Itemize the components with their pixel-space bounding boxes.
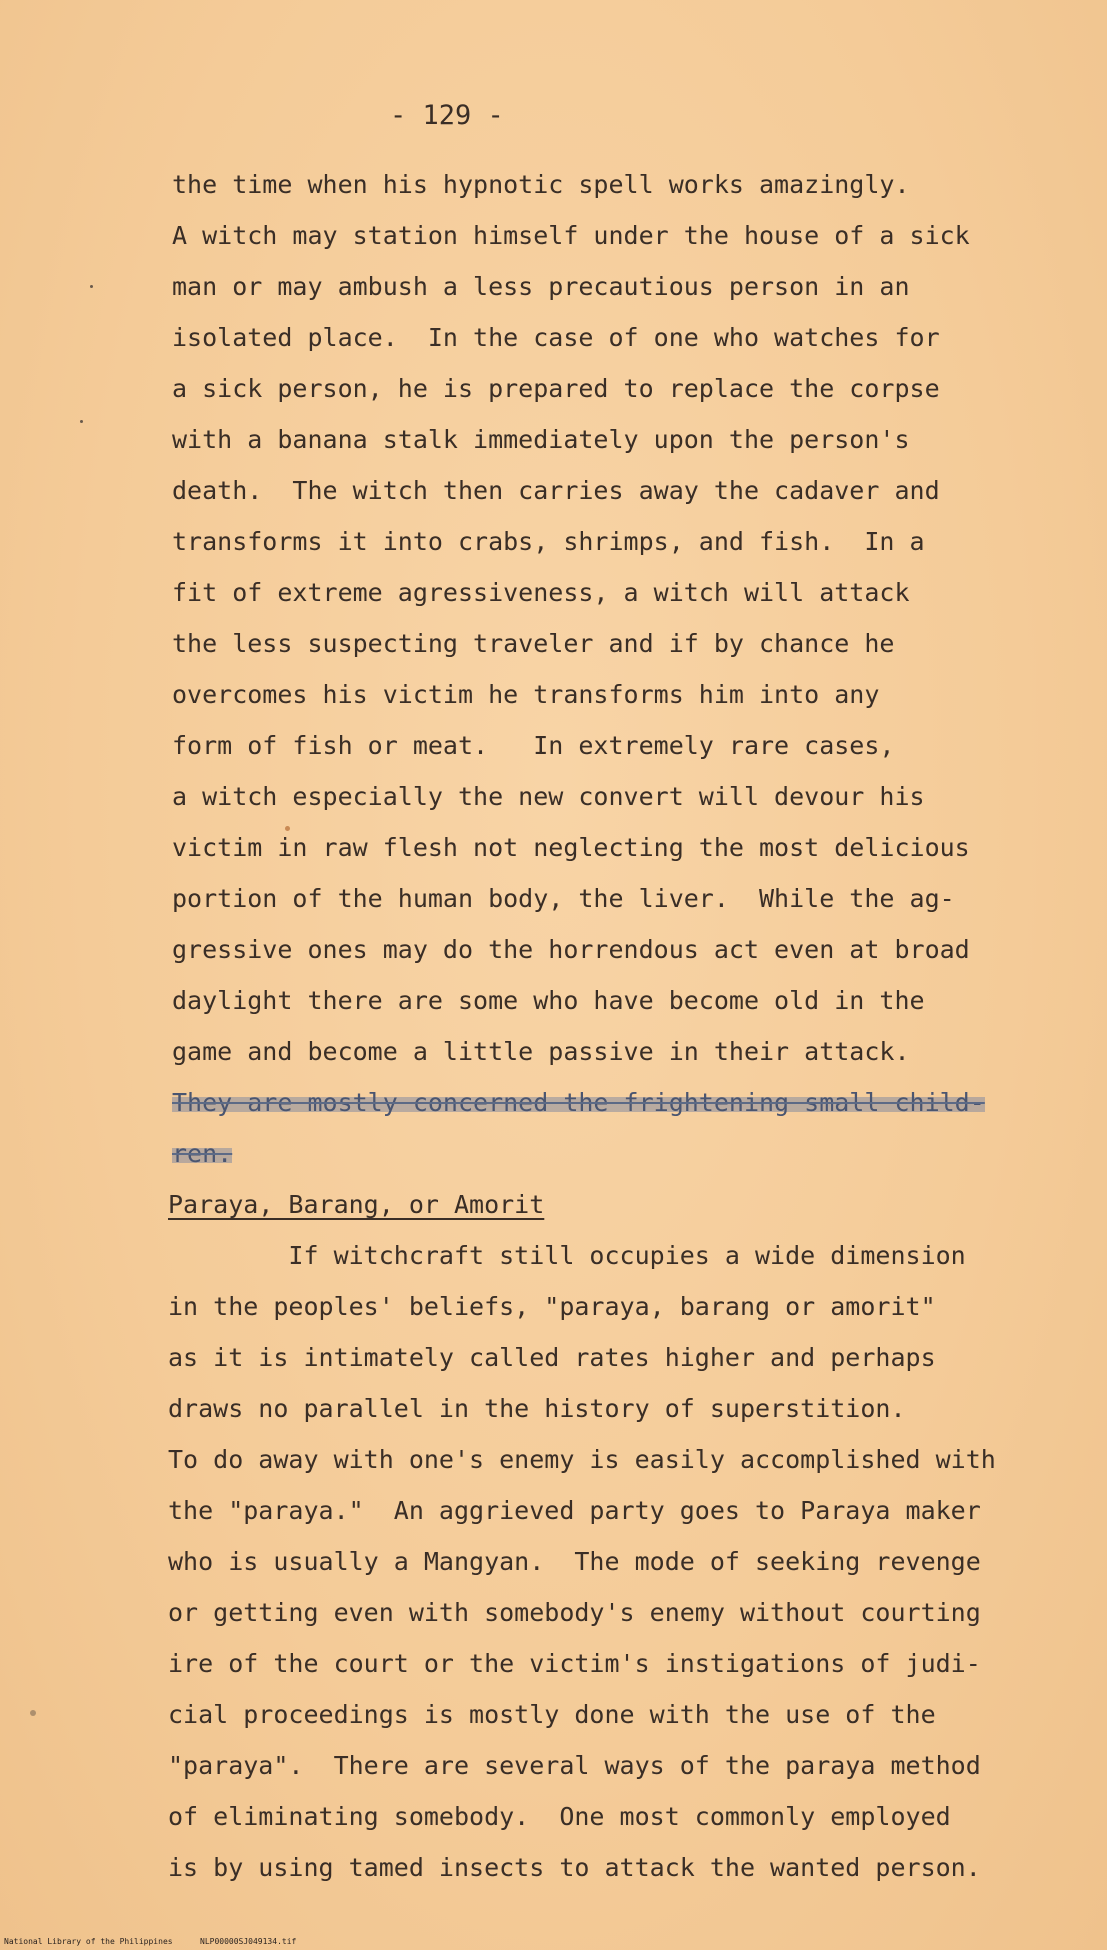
text-line: If witchcraft still occupies a wide dimension — [168, 1241, 966, 1270]
text-line: a witch especially the new convert will devour his — [172, 782, 925, 811]
text-line: To do away with one's enemy is easily accomplished with — [168, 1445, 996, 1474]
text-line: the "paraya." An aggrieved party goes to Paraya maker — [168, 1496, 981, 1525]
text-line: with a banana stalk immediately upon the person's — [172, 425, 910, 454]
paper-speck — [30, 1710, 36, 1716]
text-line: draws no parallel in the history of superstition. — [168, 1394, 906, 1423]
text-line: portion of the human body, the liver. While the ag- — [172, 884, 955, 913]
text-line: fit of extreme agressiveness, a witch will attack — [172, 578, 910, 607]
text-line: transforms it into crabs, shrimps, and fish. In a — [172, 527, 925, 556]
text-line: as it is intimately called rates higher and perhaps — [168, 1343, 936, 1372]
text-line: who is usually a Mangyan. The mode of seeking revenge — [168, 1547, 981, 1576]
text-line: the time when his hypnotic spell works amazingly. — [172, 170, 910, 199]
text-line: of eliminating somebody. One most commonly employed — [168, 1802, 951, 1831]
text-line: daylight there are some who have become old in the — [172, 986, 925, 1015]
text-line: ire of the court or the victim's instigations of judi- — [168, 1649, 981, 1678]
text-line: is by using tamed insects to attack the wanted person. — [168, 1853, 981, 1882]
text-line: victim in raw flesh not neglecting the most delicious — [172, 833, 970, 862]
text-line: the less suspecting traveler and if by chance he — [172, 629, 895, 658]
text-line: a sick person, he is prepared to replace the corpse — [172, 374, 940, 403]
text-line: gressive ones may do the horrendous act even at broad — [172, 935, 970, 964]
struck-line: They are mostly concerned the frightening small child- — [172, 1088, 985, 1117]
text-line: game and become a little passive in their attack. — [172, 1037, 910, 1066]
text-line: isolated place. In the case of one who watches for — [172, 323, 940, 352]
paper-speck — [285, 826, 290, 831]
footer-library-name: National Library of the Philippines — [4, 1937, 173, 1946]
text-line: A witch may station himself under the house of a sick — [172, 221, 970, 250]
paper-speck — [90, 285, 93, 288]
text-line: overcomes his victim he transforms him into any — [172, 680, 880, 709]
text-line: cial proceedings is mostly done with the use of the — [168, 1700, 936, 1729]
paper-speck — [80, 420, 83, 423]
text-line: "paraya". There are several ways of the paraya method — [168, 1751, 981, 1780]
text-line: in the peoples' beliefs, "paraya, barang or amorit" — [168, 1292, 936, 1321]
footer-file-id: NLP00000SJ049134.tif — [200, 1937, 297, 1946]
text-line: or getting even with somebody's enemy without courting — [168, 1598, 981, 1627]
text-line: man or may ambush a less precautious person in an — [172, 272, 910, 301]
page-number: - 129 - — [390, 100, 504, 131]
struck-line: ren. — [172, 1139, 233, 1168]
text-line: form of fish or meat. In extremely rare cases, — [172, 731, 895, 760]
text-line: death. The witch then carries away the cadaver and — [172, 476, 940, 505]
section-heading: Paraya, Barang, or Amorit — [168, 1190, 545, 1219]
